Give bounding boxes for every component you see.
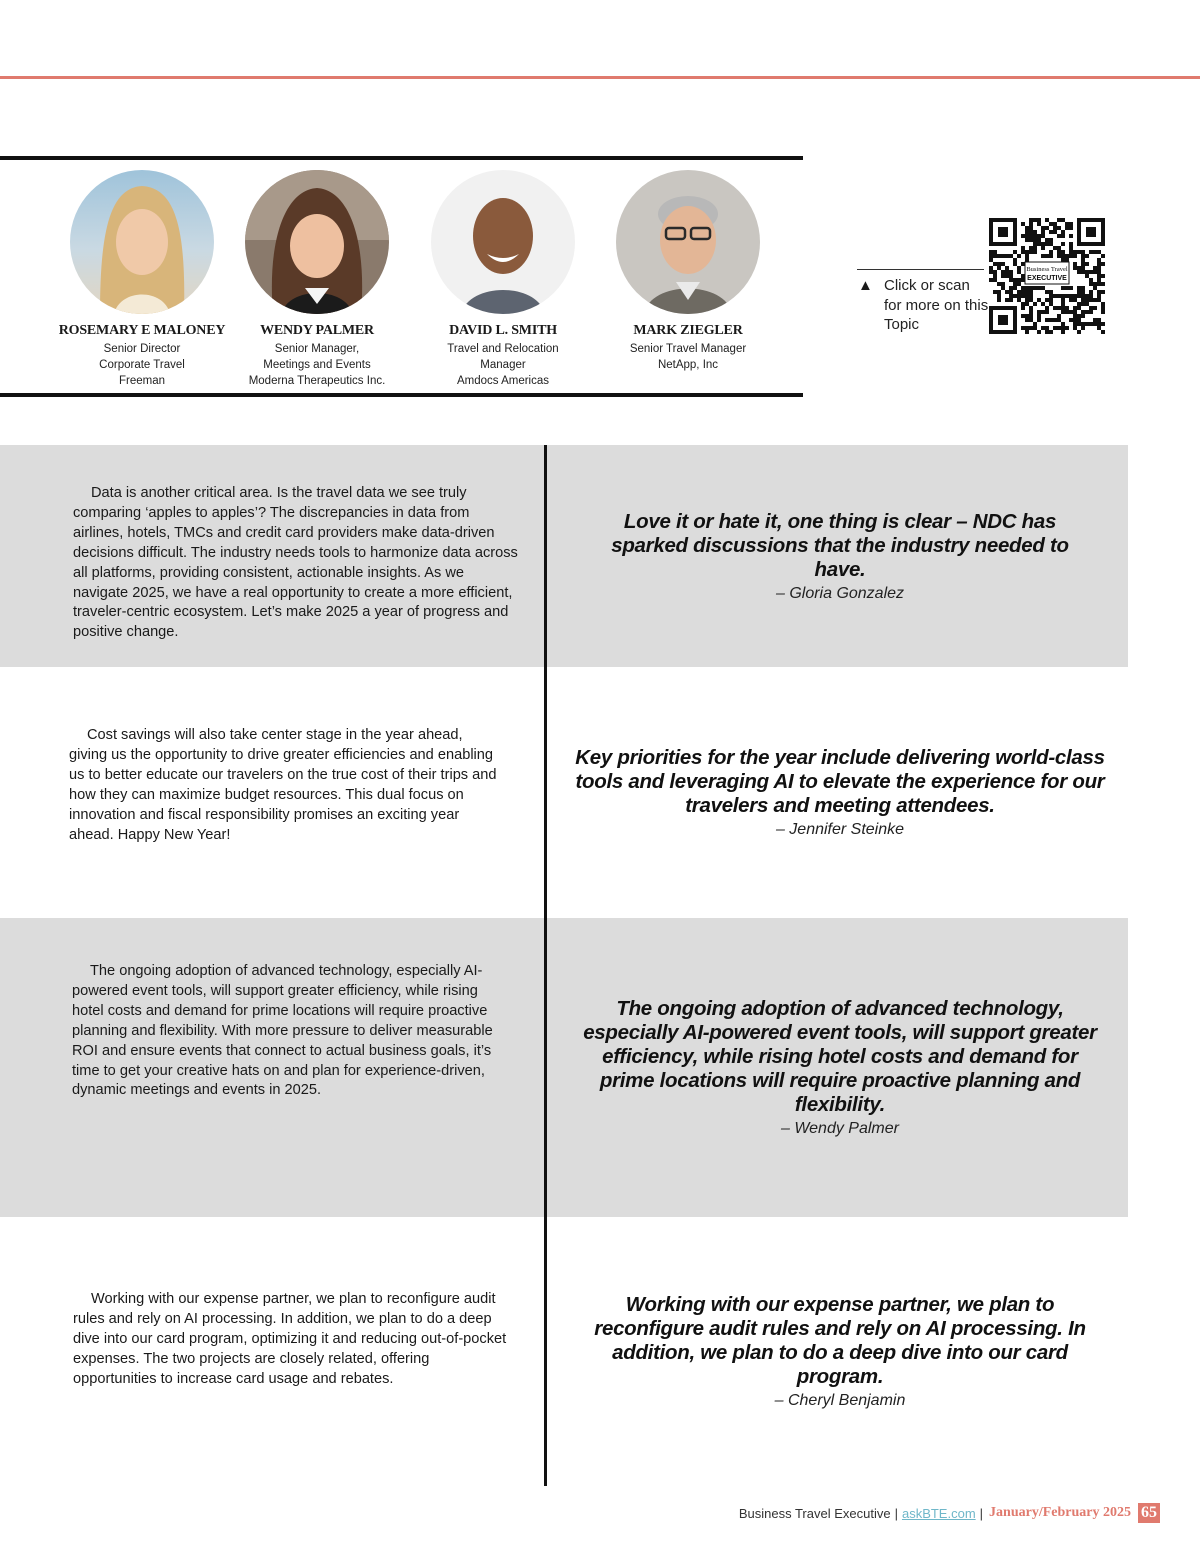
body-paragraph-text: The ongoing adoption of advanced technology, especially AI-powered event tools, will support greater efficiency, while rising hotel costs and demand for prime locations will require proactive planning and flexibility. With more pressure to deliver measurable ROI and ensure events that connect to actual business goals, it’s time to get your creative hats on and plan for experience-driven, dynamic meetings and events in 2025. (72, 963, 493, 1099)
profile-name: ROSEMARY E MALONEY (58, 323, 226, 338)
pull-quote-author: – Gloria Gonzalez (775, 585, 905, 602)
body-paragraph (73, 1290, 513, 1390)
profile-title-line: Amdocs Americas (456, 375, 550, 387)
profile-title-line: Senior Director (103, 343, 181, 355)
footer-issue-date: January/February 2025 (989, 1505, 1131, 1520)
profile-title (413, 341, 593, 389)
qr-logo-top: Business Travel (1026, 266, 1068, 273)
pull-quote (570, 1293, 1110, 1412)
profile-name: WENDY PALMER (260, 323, 374, 338)
footer-link[interactable]: askBTE.com (901, 1505, 976, 1521)
profile-title-line: Freeman (118, 375, 166, 387)
pull-quote-author: – Wendy Palmer (781, 1120, 899, 1137)
footer-separator: | (894, 1505, 898, 1521)
body-paragraph (69, 726, 501, 845)
body-paragraph (72, 962, 508, 1101)
profiles-top-rule (0, 156, 803, 160)
pull-quote-author: – Cheryl Benjamin (774, 1392, 906, 1409)
pull-quote-text: The ongoing adoption of advanced technology, especially AI-powered event tools, will support greater efficiency, while rising hotel costs and demand for prime locations will require proactive planning and flexibility. (583, 997, 1097, 1116)
footer-separator: | (979, 1505, 984, 1521)
triangle-up-icon: ▲ (858, 277, 873, 294)
profile-title (227, 341, 407, 389)
top-accent-rule (0, 76, 1200, 79)
pull-quote (570, 997, 1110, 1140)
profile-title-line: NetApp, Inc (657, 359, 719, 371)
page-footer (739, 1503, 1160, 1523)
profile-title-line: Manager (480, 359, 526, 371)
body-paragraph-text: Working with our expense partner, we plan to reconfigure audit rules and rely on AI processing. In addition, we plan to do a deep dive into our card program, optimizing it and reducing out-of-pocket expenses. The two projects are closely related, offering opportunities to increase card usage and rebates. (73, 1291, 507, 1387)
profile-name: DAVID L. SMITH (449, 323, 557, 338)
profile-card (413, 170, 593, 389)
qr-code[interactable] (989, 218, 1105, 339)
pull-quote-text: Key priorities for the year include delivering world-class tools and leveraging AI to elevate the experience for our travelers and meeting attendees. (575, 746, 1105, 817)
footer-publication: Business Travel Executive (738, 1505, 891, 1521)
pull-quote (570, 746, 1110, 841)
profile-title-line: Moderna Therapeutics Inc. (248, 375, 386, 387)
profile-title (52, 341, 232, 389)
profile-title-line: Corporate Travel (99, 359, 185, 371)
body-paragraph-text: Data is another critical area. Is the travel data we see truly comparing ‘apples to apples’? The discrepancies in data from airlines, hotels, TMCs and credit card providers make data-driven decisions difficult. The industry needs tools to harmonize data across all platforms, providing consistent, actionable insights. As we navigate 2025, we have a real opportunity to create a more efficient, traveler-centric ecosystem. Let’s make 2025 a year of progress and positive change. (73, 485, 518, 641)
profile-card (598, 170, 778, 373)
qr-divider (857, 269, 984, 270)
profile-title-line: Senior Travel Manager (629, 343, 747, 355)
pull-quote-text: Working with our expense partner, we plan to reconfigure audit rules and rely on AI processing. In addition, we plan to do a deep dive into our card program. (594, 1293, 1086, 1388)
profile-title (598, 341, 778, 373)
profile-name: MARK ZIEGLER (633, 323, 743, 338)
page-number: 65 (1138, 1503, 1160, 1523)
pull-quote (570, 510, 1110, 605)
profile-title-line: Meetings and Events (263, 359, 371, 371)
profile-card (227, 170, 407, 389)
column-divider (544, 445, 547, 1486)
pull-quote-text: Love it or hate it, one thing is clear – NDC has sparked discussions that the industry needed to have. (611, 510, 1069, 581)
profiles-bottom-rule (0, 393, 803, 397)
profile-title-line: Senior Manager, (274, 343, 360, 355)
body-paragraph-text: Cost savings will also take center stage in the year ahead, giving us the opportunity to drive greater efficiencies and enabling us to better educate our travelers on the true cost of their trips and how they can maximize budget resources. This dual focus on innovation and fiscal responsibility promises an exciting year ahead. Happy New Year! (69, 727, 497, 843)
profile-photo (616, 170, 760, 314)
qr-caption[interactable]: Click or scan for more on this Topic (884, 277, 989, 333)
profile-photo (431, 170, 575, 314)
profile-title-line: Travel and Relocation (447, 343, 559, 355)
profile-photo (245, 170, 389, 314)
pull-quote-author: – Jennifer Steinke (775, 821, 905, 838)
profile-card (52, 170, 232, 389)
profile-photo (70, 170, 214, 314)
body-paragraph (73, 484, 518, 643)
qr-logo-bottom: EXECUTIVE (1027, 275, 1067, 282)
